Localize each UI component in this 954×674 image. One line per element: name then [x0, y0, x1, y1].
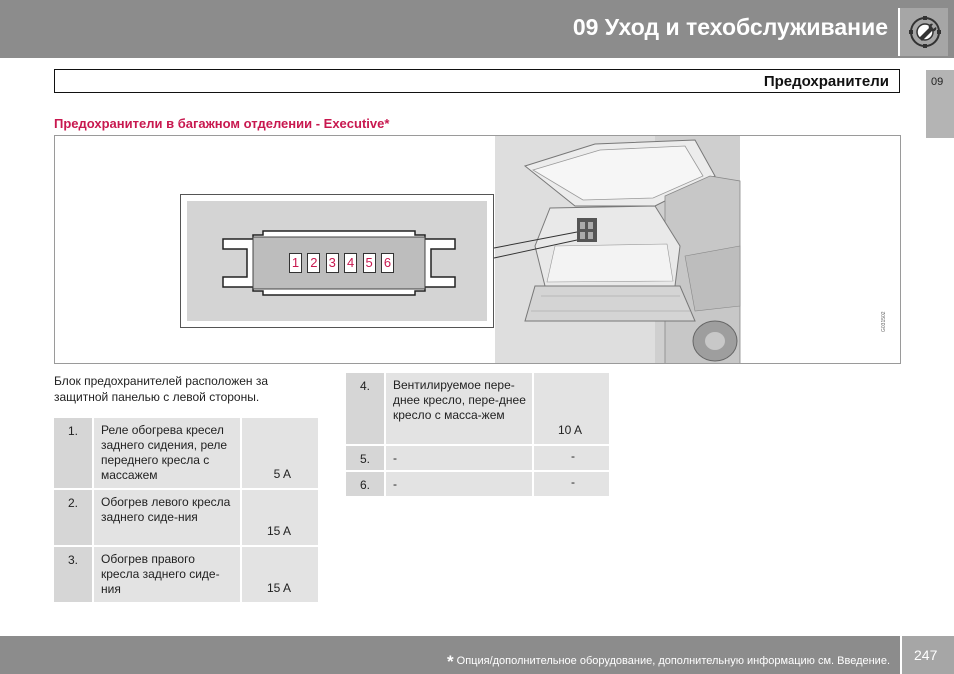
fuse-amperage: 15 A [242, 547, 318, 604]
description-text: Блок предохранителей расположен за защитной панелью с левой стороны. [54, 374, 269, 404]
page-number: 247 [914, 647, 938, 663]
fuse-figure [54, 135, 901, 364]
table-row [54, 418, 318, 490]
page-footer [0, 636, 954, 674]
fuse-description: Обогрев левого кресла заднего сиде-ния [94, 490, 242, 547]
fuse-amperage: 10 A [534, 373, 609, 446]
fuse-table-left [54, 418, 318, 604]
fuse-description: Обогрев правого кресла заднего сиде-ния [94, 547, 242, 604]
footnote [447, 649, 890, 669]
chapter-icon-box [898, 8, 948, 56]
section-title-box [54, 69, 900, 93]
chapter-tab-number: 09 [931, 76, 944, 88]
fuse-slot: 1 [289, 253, 302, 273]
figure-code: G031502 [881, 311, 887, 332]
fuse-slot: 6 [381, 253, 394, 273]
fuse-amperage: 15 A [242, 490, 318, 547]
fuse-slot: 5 [363, 253, 376, 273]
footnote-text: Опция/дополнительное оборудование, дополнительную информацию см. Введение. [456, 655, 890, 667]
fuse-description: Реле обогрева кресел заднего сидения, реле переднего кресла с массажем [94, 418, 242, 490]
table-row [54, 547, 318, 604]
fuse-slots [289, 253, 399, 273]
fuse-number: 5. [346, 446, 386, 472]
chapter-title: 09 Уход и техобслуживание [572, 14, 888, 40]
fuse-slot: 3 [326, 253, 339, 273]
page-header [0, 0, 954, 58]
fuse-panel-inset [180, 194, 494, 328]
fuse-description: - [386, 446, 534, 472]
fuse-description: - [386, 472, 534, 498]
page-number-box [900, 636, 954, 674]
fuse-number: 1. [54, 418, 94, 490]
table-row [54, 490, 318, 547]
fuse-number: 4. [346, 373, 386, 446]
fuse-number: 2. [54, 490, 94, 547]
table-row [346, 373, 609, 446]
fuse-number: 3. [54, 547, 94, 604]
fuse-slot: 4 [344, 253, 357, 273]
chapter-tab[interactable] [926, 70, 954, 138]
wrench-gear-icon [908, 15, 942, 49]
fuse-amperage: - [534, 446, 609, 472]
fuse-number: 6. [346, 472, 386, 498]
fuse-description: Вентилируемое пере-днее кресло, пере-днее кресло с масса-жем [386, 373, 534, 446]
fuse-amperage: 5 A [242, 418, 318, 490]
subheading: Предохранители в багажном отделении - Executive* [54, 116, 390, 131]
fuse-slot: 2 [307, 253, 320, 273]
section-title: Предохранители [763, 73, 889, 90]
fuse-amperage: - [534, 472, 609, 498]
table-row [346, 472, 609, 498]
footnote-star: * [447, 652, 454, 671]
table-row [346, 446, 609, 472]
fuse-table-right [346, 373, 609, 498]
